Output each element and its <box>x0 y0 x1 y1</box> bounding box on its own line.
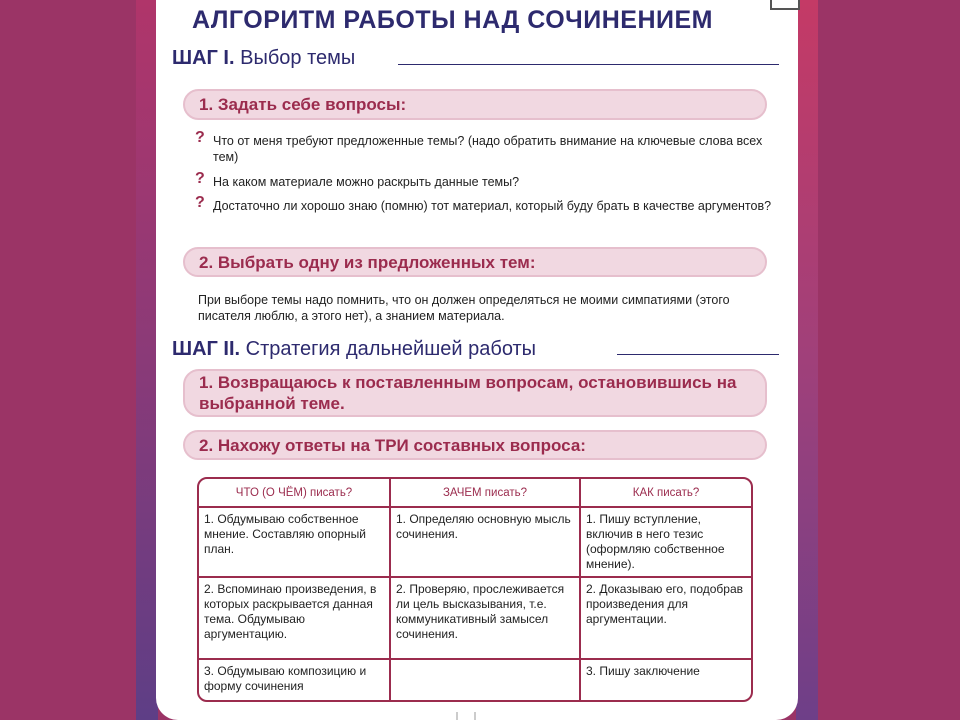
step2-pill-return-to-questions: 1. Возвращаюсь к поставленным вопросам, остановившись на выбранной теме. <box>183 369 767 417</box>
table-cell: 1. Определяю основную мысль сочинения. <box>389 508 579 576</box>
step2-label: ШАГ II. <box>172 338 241 360</box>
corner-crop-mark <box>770 0 800 10</box>
page-title: АЛГОРИТМ РАБОТЫ НАД СОЧИНЕНИЕМ <box>192 6 713 34</box>
question-mark-icon: ? <box>195 170 205 187</box>
right-decor-band <box>796 0 818 720</box>
step1-rule <box>398 64 779 65</box>
step2-rule <box>617 354 779 355</box>
step1-name: Выбор темы <box>240 47 356 69</box>
step2-pill-find-answers: 2. Нахожу ответы на ТРИ составных вопроса: <box>183 430 767 460</box>
column-header-what: ЧТО (О ЧЁМ) писать? <box>199 479 389 508</box>
table-cell: 2. Вспоминаю произведения, в которых раскрывается данная тема. Обдумываю аргументацию. <box>199 576 389 658</box>
three-questions-table <box>197 477 753 702</box>
question-item: На каком материале можно раскрыть данные темы? <box>213 175 520 189</box>
table-row <box>199 508 751 576</box>
step1-label: ШАГ I. <box>172 47 235 69</box>
left-decor-band <box>136 0 158 720</box>
step2-heading <box>172 338 536 361</box>
column-header-how: КАК писать? <box>579 479 751 508</box>
question-mark-icon: ? <box>195 129 205 146</box>
step2-name: Стратегия дальнейшей работы <box>245 338 537 360</box>
question-mark-icon: ? <box>195 194 205 211</box>
step1-pill-ask-questions: 1. Задать себе вопросы: <box>183 89 767 120</box>
step1-pill-choose-topic: 2. Выбрать одну из предложенных тем: <box>183 247 767 277</box>
table-cell: 2. Доказываю его, подобрав произведения для аргументации. <box>579 576 751 658</box>
question-item: Что от меня требуют предложенные темы? (надо обратить внимание на ключевые слова всех тем) <box>213 134 763 164</box>
table-cell: 2. Проверяю, прослеживается ли цель высказывания, т.е. коммуникативный замысел сочинения. <box>389 576 579 658</box>
table-cell: 3. Пишу заключение <box>579 658 751 700</box>
column-header-why: ЗАЧЕМ писать? <box>389 479 579 508</box>
table-row <box>199 576 751 658</box>
question-item: Достаточно ли хорошо знаю (помню) тот материал, который буду брать в качестве аргументов? <box>213 199 772 213</box>
table-row <box>199 658 751 700</box>
table-cell <box>389 658 579 700</box>
table-cell: 1. Обдумываю собственное мнение. Составляю опорный план. <box>204 512 367 556</box>
bottom-notch <box>456 712 476 720</box>
table-cell: 3. Обдумываю композицию и форму сочинения <box>199 658 389 700</box>
topic-choice-note: При выборе темы надо помнить, что он должен определяться не моими симпатиями (этого писателя люблю, а этого нет), а знанием материала. <box>198 293 730 323</box>
step1-heading <box>172 47 355 70</box>
table-cell: 1. Пишу вступление, включив в него тезис (оформляю собственное мнение). <box>579 508 751 576</box>
